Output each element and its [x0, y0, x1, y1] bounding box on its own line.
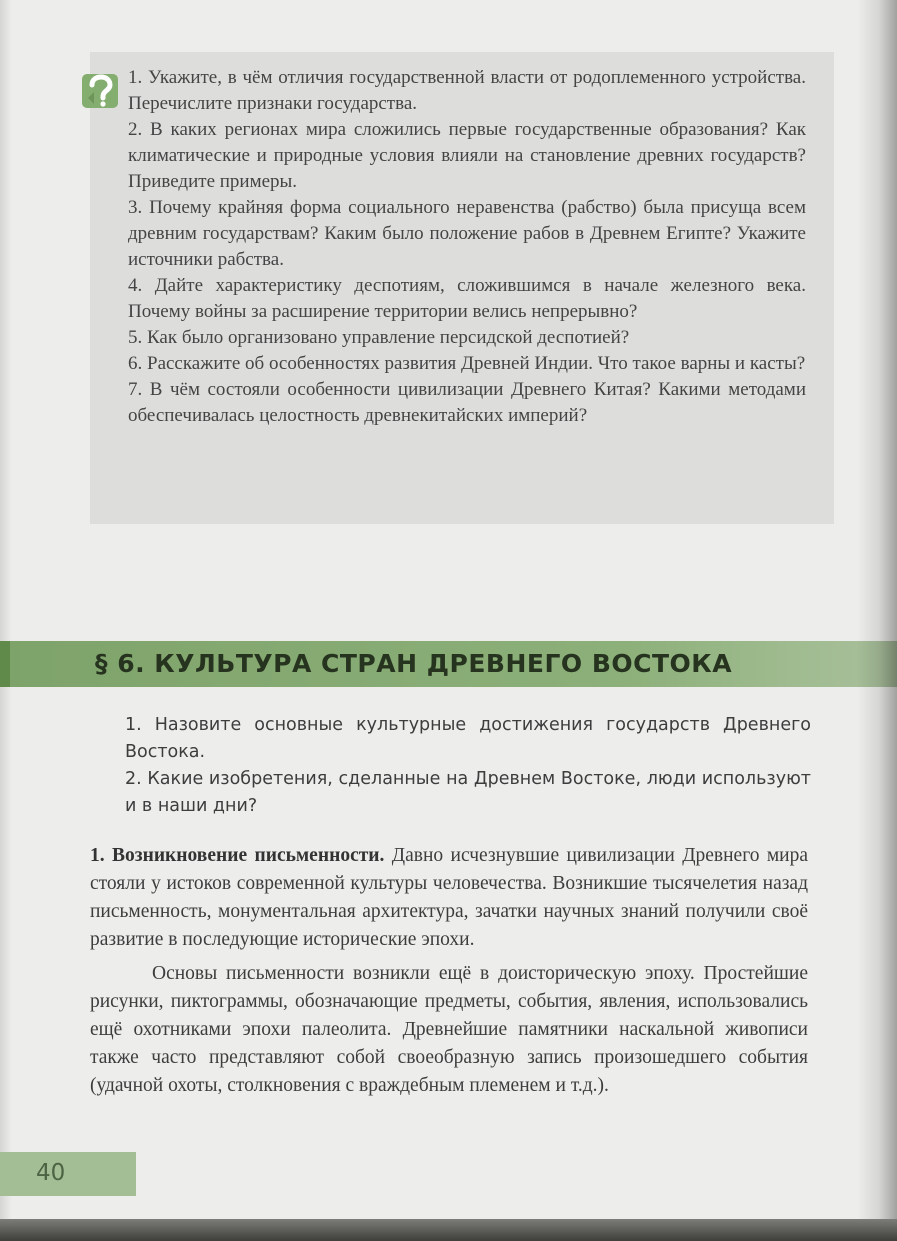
review-questions-list — [128, 65, 806, 429]
review-question: 3. Почему крайняя форма социального неравенства (рабство) была присуща всем древним государствам? Каким было положение рабов в Древнем Египте? Укажите источники рабства. — [128, 197, 806, 270]
review-question: 7. В чём состояли особенности цивилизации Древнего Китая? Какими методами обеспечивалась целостность древнекитайских империй? — [128, 379, 806, 426]
page-edge-shadow — [857, 0, 897, 1241]
review-questions-box — [90, 52, 834, 524]
review-question: 5. Как было организовано управление персидской деспотией? — [128, 327, 630, 348]
body-paragraph: Основы письменности возникли ещё в доисторическую эпоху. Простейшие рисунки, пиктограммы, обозначающие предметы, события, явления, использовались ещё охотниками эпохи палеолита. Древнейшие памятники наскальной живописи также часто представляют собой своеобразную запись произошедшего события (удачной охоты, столкновения с враждебным племенем и т.д.). — [90, 963, 808, 1096]
section-title: § 6. КУЛЬТУРА СТРАН ДРЕВНЕГО ВОСТОКА — [95, 649, 733, 678]
question-mark-icon — [82, 74, 118, 108]
scan-bottom-edge — [0, 1219, 897, 1241]
intro-question: 2. Какие изобретения, сделанные на Древнем Востоке, люди используют и в наши дни? — [125, 769, 811, 816]
subsection-heading: 1. Возникновение письменности. — [90, 845, 385, 866]
page-number: 40 — [36, 1160, 66, 1186]
review-question: 1. Укажите, в чём отличия государственной власти от родоплеменного устройства. Перечислите признаки государства. — [128, 67, 806, 114]
review-question: 4. Дайте характеристику деспотиям, сложившимся в начале железного века. Почему войны за расширение территории велись непрерывно? — [128, 275, 806, 322]
section-header-bar — [0, 641, 897, 687]
body-paragraph — [90, 842, 808, 954]
paragraph-text: Давно исчезнувшие цивилизации Древнего мира стояли у истоков современной культуры человечества. Возникшие тысячелетия назад письменность, монументальная архитектура, зачатки научных знаний получили своё развитие в последующие исторические эпохи. — [90, 845, 809, 950]
intro-question: 1. Назовите основные культурные достижения государств Древнего Востока. — [125, 715, 811, 762]
intro-questions-list — [125, 712, 811, 820]
body-text — [90, 842, 808, 1100]
page-number-box — [0, 1152, 136, 1196]
page-gutter-shadow — [0, 0, 12, 1241]
review-question: 6. Расскажите об особенностях развития Древней Индии. Что такое варны и касты? — [128, 353, 806, 374]
review-question: 2. В каких регионах мира сложились первые государственные образования? Как климатические и природные условия влияли на становление древних государств? Приведите примеры. — [128, 119, 806, 192]
